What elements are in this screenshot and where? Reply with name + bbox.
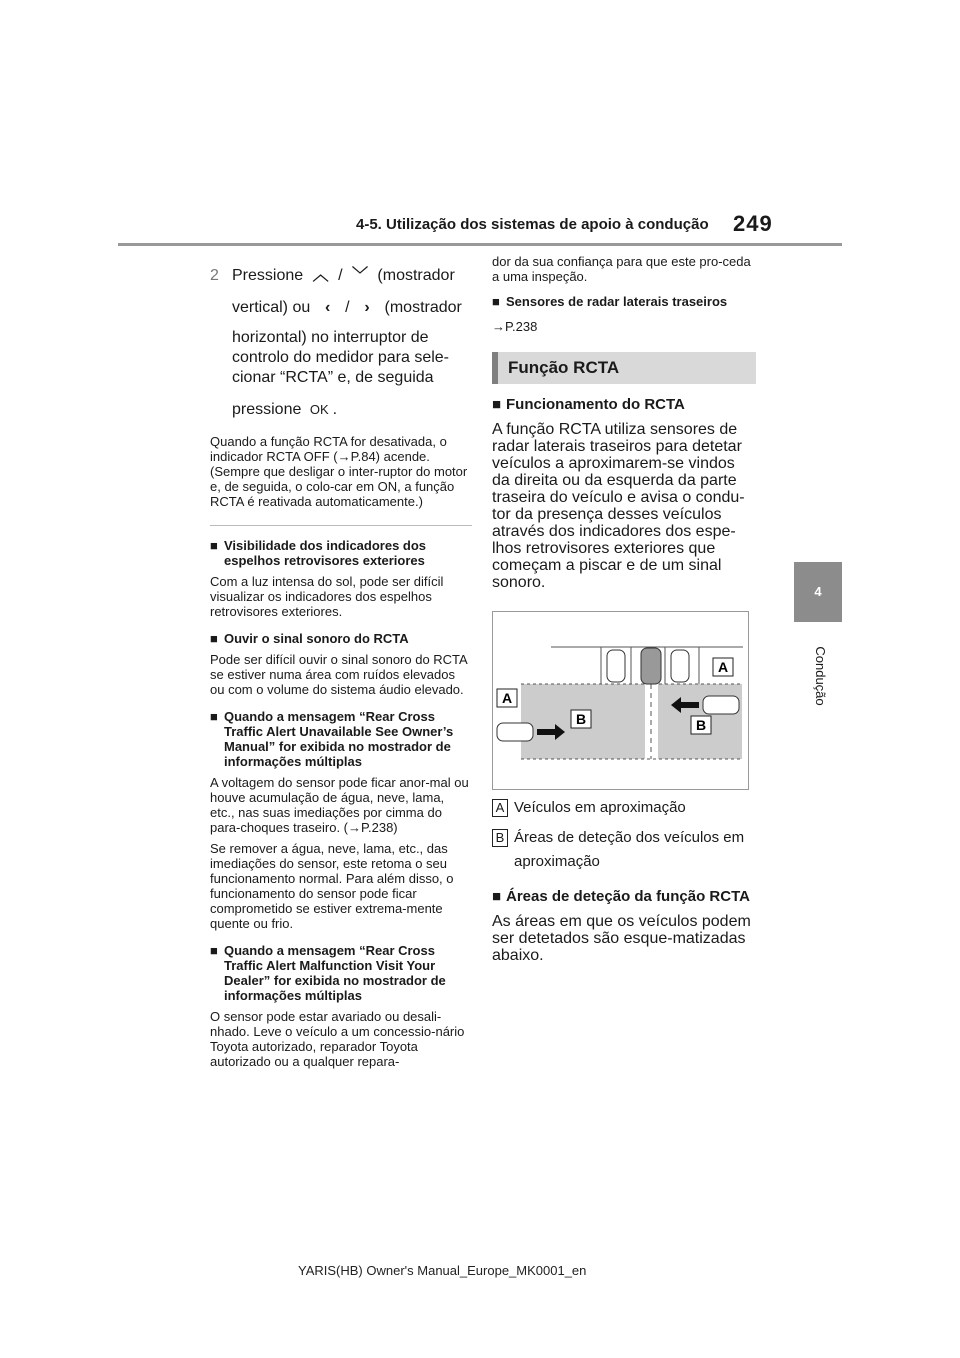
- note-malfunction: ■ Quando a mensagem “Rear Cross Traffic Alert Malfunction Visit Your Dealer” for exibida no mostrador de informações múltiplas O sensor pode estar avariado ou desali-nhado. Leve o veículo a um concessio-nário Toyota autorizado, reparador Toyota autorizado ou a qualquer repara-: [210, 943, 465, 1069]
- page-number: 249: [733, 211, 773, 236]
- square-bullet-icon: ■: [210, 538, 218, 553]
- legend-b: B Áreas de deteção dos veículos em aproximação: [492, 826, 754, 874]
- rcta-diagram: [493, 612, 748, 789]
- note-buzzer: ■ Ouvir o sinal sonoro do RCTA Pode ser difícil ouvir o sinal sonoro do RCTA se estiver numa área com ruídos elevados ou com o volume do sistema áudio elevado.: [210, 631, 467, 697]
- chapter-tab: 4: [794, 562, 842, 622]
- label-b-right: B: [696, 717, 707, 733]
- square-bullet-icon: ■: [210, 943, 218, 958]
- sensors-heading: ■ Sensores de radar laterais traseiros: [492, 294, 728, 309]
- parked-car: [607, 650, 625, 682]
- own-car: [641, 648, 661, 684]
- header-rule: [118, 243, 842, 246]
- step-text: horizontal) no interruptor de controlo do medidor para sele-cionar “RCTA” e, de seguida: [232, 329, 450, 386]
- legend-a: A Veículos em aproximação: [492, 796, 754, 820]
- label-b-left: B: [576, 711, 587, 727]
- square-bullet-icon: ■: [492, 888, 502, 905]
- chevron-up-icon: ︿: [312, 267, 329, 284]
- parked-car: [671, 650, 689, 682]
- note-visibility: ■ Visibilidade dos indicadores dos espelhos retrovisores exteriores Com a luz intensa do sol, pode ser difícil visualizar os indicadores dos espelhos retrovisores exteriores.: [210, 538, 444, 619]
- square-bullet-icon: ■: [210, 631, 218, 646]
- step-2: 2 Pressione ︿ / ﹀ (mostrador vertical) ou ‹ / › (mostrador horizontal) no interruptor de controlo do medidor para sele-cionar “RCTA” e, de seguida pressione OK .: [210, 260, 472, 426]
- chapter-label: Condução: [813, 646, 828, 706]
- divider: [210, 525, 472, 526]
- ok-button-icon: OK: [309, 402, 329, 417]
- legend-key-b: B: [492, 829, 508, 847]
- label-a-right: A: [718, 659, 729, 675]
- areas-body: As áreas em que os veículos podem ser detetados são esque-matizadas abaixo.: [492, 913, 751, 964]
- header-section-title: 4-5. Utilização dos sistemas de apoio à condução: [356, 216, 709, 233]
- step-note: Quando a função RCTA for desativada, o indicador RCTA OFF (→P.84) acende. (Sempre que desligar o inter-ruptor do motor e, de seguida, o colo-car em ON, a função RCTA é reativada automaticamente.): [210, 434, 468, 509]
- continued-text: dor da sua confiança para que este pro-ceda a uma inspeção.: [492, 254, 751, 284]
- sensors-ref: →P.238: [492, 319, 538, 334]
- approaching-car-right: [703, 696, 739, 714]
- chevron-right-icon: ›: [364, 299, 370, 316]
- areas-heading: ■ Áreas de deteção da função RCTA: [492, 888, 750, 905]
- note-unavailable: ■ Quando a mensagem “Rear Cross Traffic Alert Unavailable See Owner’s Manual” for exibida no mostrador de informações múltiplas A voltagem do sensor pode ficar anor-mal ou houve acumulação de água, neve, lama, etc., nas suas imediações por cimma do para-choques traseiro. (→P.238) Se remover a água, neve, lama, etc., das imediações do sensor, este retoma o seu funcionamento normal. Para além disso, o funcionamento do sensor pode ficar comprometido se estiver extrema-mente quente ou frio.: [210, 709, 469, 931]
- square-bullet-icon: ■: [210, 709, 218, 724]
- right-column: [492, 254, 754, 964]
- op-body: A função RCTA utiliza sensores de radar laterais traseiros para detetar veículos a aproximarem-se vindos da direita ou da esquerda da parte traseira do veículo e avisa o condu-tor da presença desses veículos através dos indicadores dos espe-lhos retrovisores exteriores que começam a piscar e de um sinal sonoro.: [492, 421, 745, 591]
- section-bar: Função RCTA: [492, 352, 756, 384]
- label-a-left: A: [502, 690, 513, 706]
- legend-key-a: A: [492, 799, 508, 817]
- left-column: [210, 260, 472, 1069]
- chevron-left-icon: ‹: [325, 299, 331, 316]
- rcta-figure: [492, 611, 749, 790]
- approaching-car-left: [497, 723, 533, 741]
- chevron-down-icon: ﹀: [351, 267, 368, 284]
- square-bullet-icon: ■: [492, 294, 500, 309]
- footer: YARIS(HB) Owner's Manual_Europe_MK0001_en: [298, 1263, 587, 1278]
- step-number: 2: [210, 267, 219, 284]
- square-bullet-icon: ■: [492, 396, 502, 413]
- op-heading: ■ Funcionamento do RCTA: [492, 396, 685, 413]
